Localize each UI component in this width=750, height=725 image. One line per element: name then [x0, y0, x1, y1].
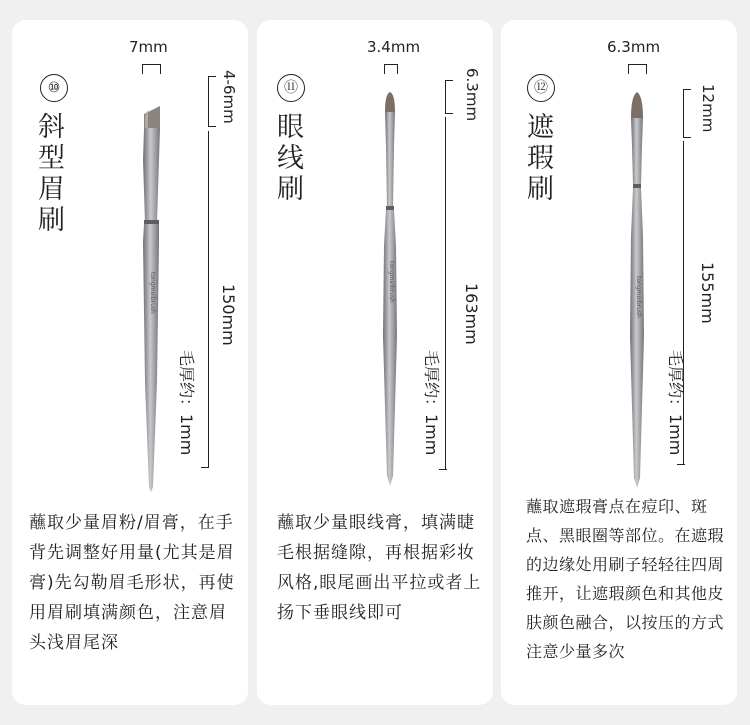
brush-number: ⑪: [277, 74, 305, 102]
svg-text:tongmeibrush: tongmeibrush: [388, 261, 395, 303]
tip-dimension-line: [208, 76, 209, 126]
usage-description: 蘸取遮瑕膏点在痘印、斑点、黑眼圈等部位。在遮瑕的边缘处用刷子轻轻往四周推开，让遮瑕颜色和其他皮肤颜色融合，以按压的方式 注意少量多次: [526, 497, 741, 661]
dim-tick: [683, 89, 691, 90]
brush-name: 斜型眉刷: [38, 112, 65, 236]
total-length-label: 150mm: [219, 284, 238, 346]
total-length-label: 155mm: [698, 262, 717, 324]
length-dimension-line: [208, 131, 209, 467]
brush-number: ⑫: [527, 74, 555, 102]
dim-tick: [683, 137, 691, 138]
brush-card-12: [501, 20, 741, 705]
width-bracket: [628, 64, 647, 74]
usage-description: 蘸取少量眼线膏，填满睫毛根据缝隙，再根据彩妆风格,眼尾画出平拉或者上扬下垂眼线即可: [277, 513, 482, 623]
usage-description: 蘸取少量眉粉/眉膏，在手背先调整好用量(尤其是眉膏)先勾勒眉毛形状，再使用眉刷填满颜色，注意眉头浅眉尾深: [29, 513, 235, 653]
width-bracket: [384, 64, 398, 74]
brush-name: 遮瑕刷: [527, 112, 554, 205]
bristle-thickness-label: 毛厚约：1mm: [422, 350, 441, 456]
dim-tick: [445, 80, 453, 81]
tip-length-label: 12mm: [699, 84, 717, 133]
width-bracket: [142, 64, 161, 74]
tip-length-label: 6.3mm: [463, 68, 481, 122]
dim-tick: [208, 126, 216, 127]
tip-dimension-line: [683, 89, 684, 137]
total-length-label: 163mm: [462, 283, 481, 345]
svg-text:tongmeibrush: tongmeibrush: [149, 272, 156, 314]
brush-number: ⑩: [40, 74, 68, 102]
bristle-thickness-label: 毛厚约：1mm: [177, 350, 196, 456]
tip-dimension-line: [445, 80, 446, 113]
brush-width-label: 6.3mm: [607, 38, 661, 56]
angled-brow-brush-image: [131, 102, 171, 502]
dim-tick: [445, 113, 453, 114]
bristle-thickness-label: 毛厚约：1mm: [666, 350, 685, 456]
tip-length-label: 4-6mm: [220, 70, 238, 124]
dim-tick: [201, 467, 209, 468]
length-dimension-line: [445, 117, 446, 469]
dim-tick: [208, 76, 216, 77]
concealer-brush-image: [617, 86, 657, 486]
svg-text:tongmeibrush: tongmeibrush: [635, 276, 642, 318]
dim-tick: [439, 469, 447, 470]
brush-card-10: [12, 20, 248, 705]
eyeliner-brush-image: [370, 86, 410, 486]
brush-width-label: 3.4mm: [367, 38, 421, 56]
brush-name: 眼线刷: [277, 112, 304, 205]
dim-tick: [677, 464, 685, 465]
brush-card-11: [257, 20, 493, 705]
brush-width-label: 7mm: [129, 38, 168, 56]
